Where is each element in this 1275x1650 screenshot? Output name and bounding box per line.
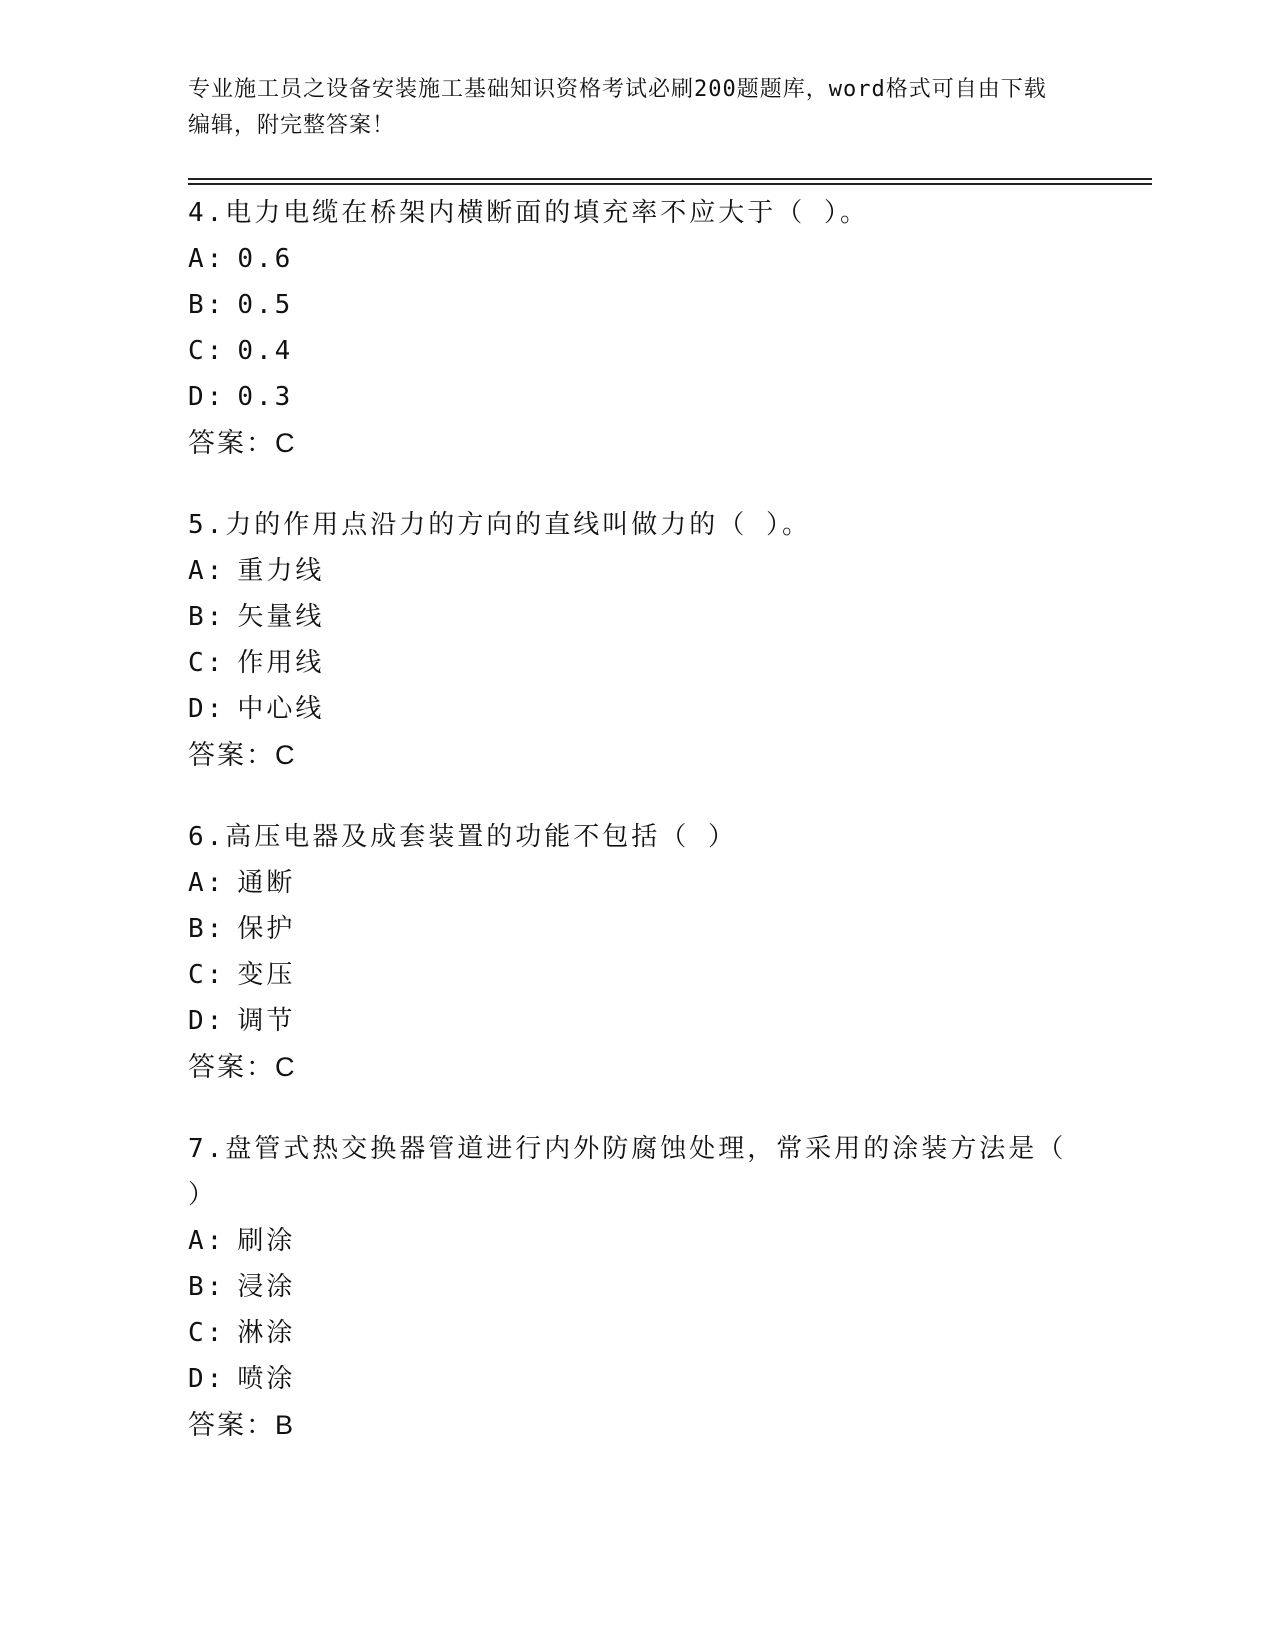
header-divider-bottom: [188, 183, 1152, 185]
document-intro: 专业施工员之设备安装施工基础知识资格考试必刷200题题库，word格式可自由下载编辑，附完整答案！: [188, 77, 1047, 138]
option-key: C:: [188, 1318, 226, 1348]
question-item: [188, 190, 1148, 466]
option-text: 调节: [237, 1006, 296, 1036]
option-key: A:: [188, 868, 226, 898]
option-text: 通断: [237, 868, 296, 898]
option-key: D:: [188, 1364, 226, 1394]
option-key: A:: [188, 556, 226, 586]
option-text: 刷涂: [237, 1226, 296, 1256]
option-c: [188, 328, 1148, 374]
option-text: 0.4: [237, 336, 294, 366]
answer-line: 答案：C: [188, 428, 297, 458]
option-b: [188, 906, 1148, 952]
option-c: [188, 1310, 1148, 1356]
option-key: C:: [188, 648, 226, 678]
header-divider-top: [188, 178, 1152, 180]
option-text: 0.3: [237, 382, 294, 412]
answer-line: 答案：C: [188, 740, 297, 770]
option-b: [188, 1264, 1148, 1310]
option-key: D:: [188, 382, 226, 412]
option-b: [188, 594, 1148, 640]
question-list: [188, 190, 1148, 1484]
option-c: [188, 952, 1148, 998]
option-key: B:: [188, 602, 226, 632]
option-text: 作用线: [237, 648, 325, 678]
option-text: 重力线: [237, 556, 325, 586]
question-stem: 5.力的作用点沿力的方向的直线叫做力的（ ）。: [188, 510, 811, 540]
option-text: 矢量线: [237, 602, 325, 632]
option-text: 保护: [237, 914, 296, 944]
option-key: D:: [188, 694, 226, 724]
option-text: 0.6: [237, 244, 294, 274]
option-c: [188, 640, 1148, 686]
question-stem: 7.盘管式热交换器管道进行内外防腐蚀处理，常采用的涂装方法是（ ）: [188, 1134, 1067, 1210]
option-a: [188, 1218, 1148, 1264]
option-text: 喷涂: [237, 1364, 296, 1394]
option-key: B:: [188, 290, 226, 320]
option-a: [188, 548, 1148, 594]
question-item: [188, 502, 1148, 778]
option-b: [188, 282, 1148, 328]
option-key: A:: [188, 244, 226, 274]
option-text: 0.5: [237, 290, 294, 320]
option-d: [188, 374, 1148, 420]
option-text: 淋涂: [237, 1318, 296, 1348]
option-d: [188, 998, 1148, 1044]
option-a: [188, 860, 1148, 906]
option-text: 浸涂: [237, 1272, 296, 1302]
answer-line: 答案：B: [188, 1410, 296, 1440]
option-key: C:: [188, 960, 226, 990]
option-a: [188, 236, 1148, 282]
option-key: D:: [188, 1006, 226, 1036]
option-text: 中心线: [237, 694, 325, 724]
option-text: 变压: [237, 960, 296, 990]
option-key: C:: [188, 336, 226, 366]
option-key: A:: [188, 1226, 226, 1256]
question-stem: 4.电力电缆在桥架内横断面的填充率不应大于（ ）。: [188, 198, 869, 228]
question-stem: 6.高压电器及成套装置的功能不包括（ ）: [188, 822, 737, 852]
option-d: [188, 1356, 1148, 1402]
option-key: B:: [188, 1272, 226, 1302]
question-item: [188, 1126, 1148, 1448]
option-d: [188, 686, 1148, 732]
question-item: [188, 814, 1148, 1090]
answer-line: 答案：C: [188, 1052, 297, 1082]
option-key: B:: [188, 914, 226, 944]
